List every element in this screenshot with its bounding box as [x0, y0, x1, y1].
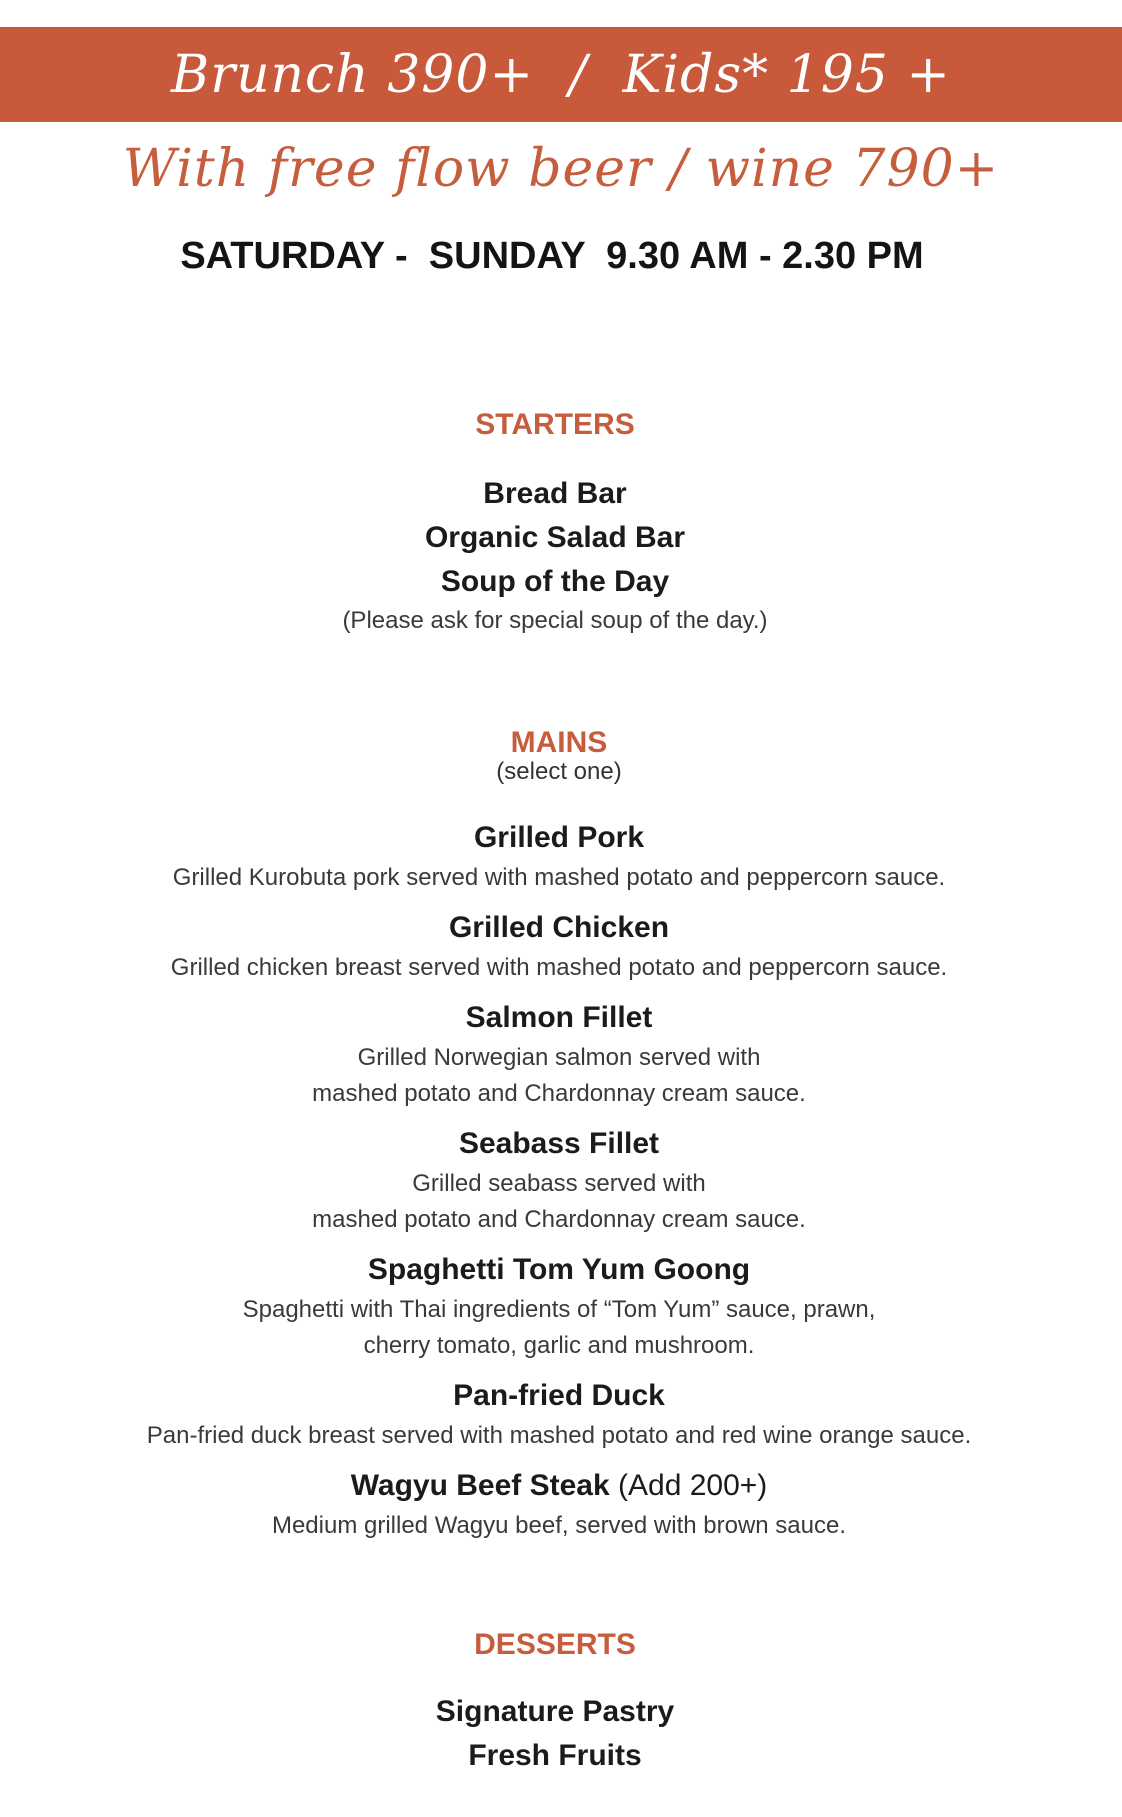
opening-hours: SATURDAY - SUNDAY 9.30 AM - 2.30 PM	[180, 235, 924, 277]
main-item-description	[0, 860, 1118, 896]
main-item-description	[0, 1418, 1118, 1454]
main-item-name: Pan-fried Duck	[453, 1379, 665, 1412]
price-banner: Brunch 390+ / Kids* 195 +	[0, 27, 1122, 122]
mains-subtitle: (select one)	[496, 758, 622, 785]
main-item-name: Seabass Fillet	[458, 1127, 660, 1160]
main-item-description	[0, 950, 1118, 986]
main-item-name: Grilled Chicken	[448, 911, 670, 944]
desserts-list	[0, 1690, 1110, 1778]
free-flow-promo: With free flow beer / wine 790+	[122, 139, 1000, 199]
starters-list	[0, 472, 1110, 638]
main-item-description	[0, 1040, 1118, 1112]
starters-title: STARTERS	[475, 408, 635, 441]
description-line: Pan-fried duck breast served with mashed potato and red wine orange sauce.	[146, 1422, 972, 1449]
description-line: Grilled seabass served with	[412, 1170, 706, 1197]
description-line: mashed potato and Chardonnay cream sauce.	[312, 1080, 806, 1107]
main-item-name: Wagyu Beef Steak	[350, 1469, 610, 1502]
dessert-item: Fresh Fruits	[468, 1739, 642, 1772]
description-line: Spaghetti with Thai ingredients of “Tom Yum” sauce, prawn,	[242, 1296, 876, 1323]
starter-item: Soup of the Day	[440, 565, 670, 598]
main-item-name: Grilled Pork	[473, 821, 645, 854]
mains-list	[0, 816, 1118, 1554]
description-line: Grilled chicken breast served with mashed potato and peppercorn sauce.	[170, 954, 948, 981]
dessert-item: Signature Pastry	[435, 1695, 675, 1728]
mains-title: MAINS	[510, 726, 608, 759]
main-item-grilled-chicken	[0, 906, 1118, 986]
main-item-name-row	[0, 1464, 1118, 1508]
main-item-wagyu-beef-steak	[0, 1464, 1118, 1544]
main-item-description	[0, 1508, 1118, 1544]
main-item-seabass-fillet	[0, 1122, 1118, 1238]
main-item-spaghetti-tom-yum-goong	[0, 1248, 1118, 1364]
starter-note: (Please ask for special soup of the day.)	[342, 607, 768, 634]
starter-item: Bread Bar	[483, 477, 627, 510]
main-item-name: Salmon Fillet	[465, 1001, 653, 1034]
description-line: Medium grilled Wagyu beef, served with brown sauce.	[271, 1512, 847, 1539]
description-line: cherry tomato, garlic and mushroom.	[363, 1332, 755, 1359]
description-line: Grilled Norwegian salmon served with	[357, 1044, 761, 1071]
main-item-addon-price: (Add 200+)	[618, 1469, 768, 1502]
main-item-name: Spaghetti Tom Yum Goong	[367, 1253, 751, 1286]
main-item-salmon-fillet	[0, 996, 1118, 1112]
description-line: Grilled Kurobuta pork served with mashed potato and peppercorn sauce.	[172, 864, 946, 891]
main-item-grilled-pork	[0, 816, 1118, 896]
desserts-title: DESSERTS	[474, 1628, 636, 1661]
main-item-description	[0, 1292, 1118, 1364]
description-line: mashed potato and Chardonnay cream sauce.	[312, 1206, 806, 1233]
main-item-description	[0, 1166, 1118, 1238]
starter-item: Organic Salad Bar	[424, 521, 686, 554]
main-item-pan-fried-duck	[0, 1374, 1118, 1454]
